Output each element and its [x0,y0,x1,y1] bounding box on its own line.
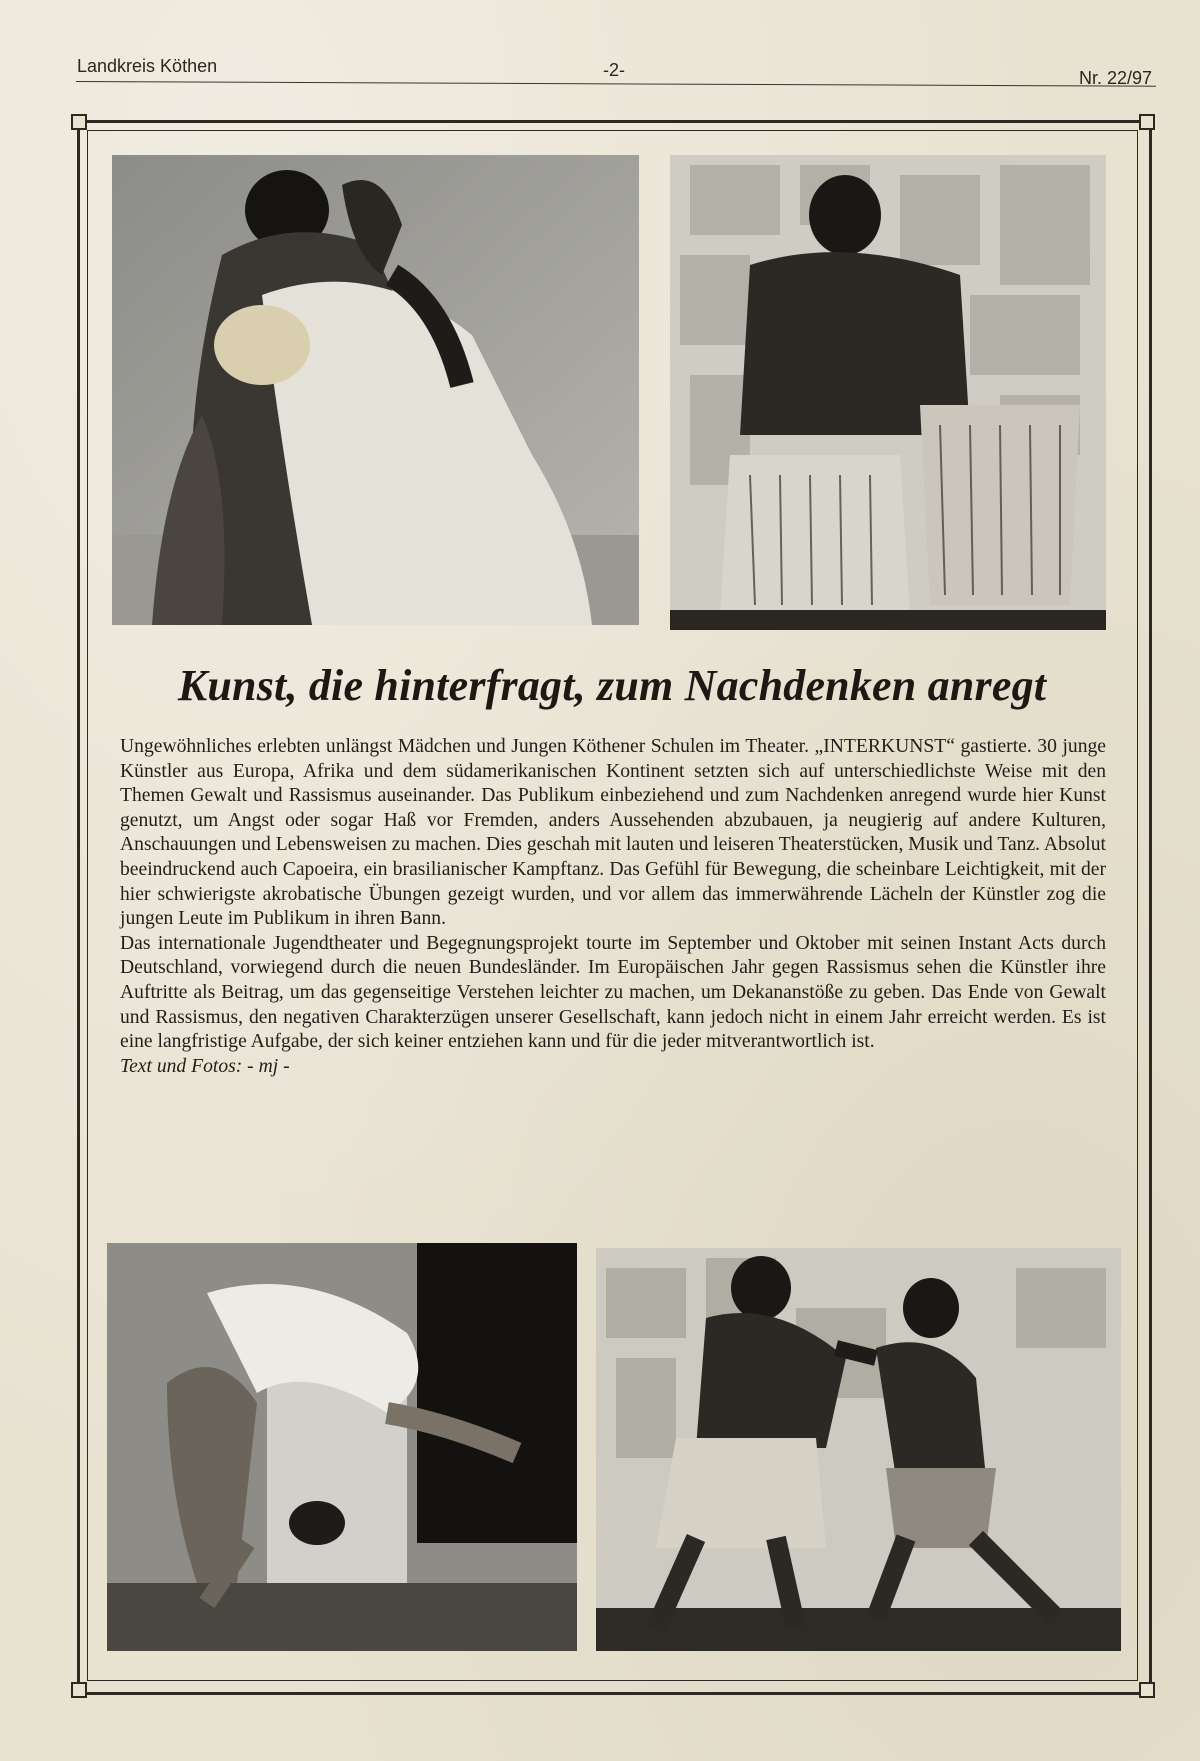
article-body [120,735,1106,1079]
article-paragraph-1: Ungewöhnliches erlebten unlängst Mädchen und Jungen Köthener Schulen im Theater. „INTERKUNST“ gastierte. 30 junge Künstler aus Europa, Afrika und dem südamerikanischen Kontinent setzten sich auf unterschiedlichste Weise mit den Themen Gewalt und Rassismus auseinander. Das Publikum einbeziehend und zum Nachdenken anregend wurde hier Kunst genutzt, um Angst oder sogar Haß vor Fremden, anders Aussehenden abzubauen, ja neugierig auf andere Kulturen, Anschauungen und Lebensweisen zu machen. Dies geschah mit lauten und leiseren Theaterstücken, Musik und Tanz. Absolut beeindruckend auch Capoeira, ein brasilianischer Kampftanz. Das Gefühl für Bewegung, die scheinbare Leichtigkeit, mit der hier schwierigste akrobatische Übungen gezeigt wurden, und vor allem das immerwährende Lächeln der Künstler zog die jungen Leute im Publikum in ihren Bann. [120,736,1106,930]
article-credit: Text und Fotos: - mj - [120,1055,290,1077]
frame-corner [1139,1682,1155,1698]
header-issue-number: Nr. 22/97 [1079,68,1153,88]
photo-dancing-couple [112,155,639,625]
frame-corner [71,114,87,130]
frame-corner [71,1682,87,1698]
photo-acrobatics [107,1243,577,1651]
header-page-number: -2- [603,60,625,80]
photo-capoeira-fighters [596,1248,1121,1651]
header-region-name: Landkreis Köthen [77,56,218,76]
article-paragraph-2: Das internationale Jugendtheater und Begegnungsprojekt tourte im September und Oktober mit seinen Instant Acts durch Deutschland, vorwiegend durch die neuen Bundesländer. Im Europäischen Jahr gegen Rassismus sehen die Künstler ihre Auftritte als Beitrag, um das gegenseitige Verstehen leichter zu machen, um Dekananstöße zu geben. Das Ende von Gewalt und Rassismus, den negativen Charakterzügen unserer Gesellschaft, kann jedoch nicht in einem Jahr erreicht werden. Es ist eine langfristige Aufgabe, der sich keiner entziehen kann und für die jeder mitverantwortlich ist. [120,932,1106,1053]
photo-drummer [670,155,1106,630]
frame-corner [1139,114,1155,130]
article-headline: Kunst, die hinterfragt, zum Nachdenken anregt [177,661,1047,710]
header-rule [76,81,1156,87]
